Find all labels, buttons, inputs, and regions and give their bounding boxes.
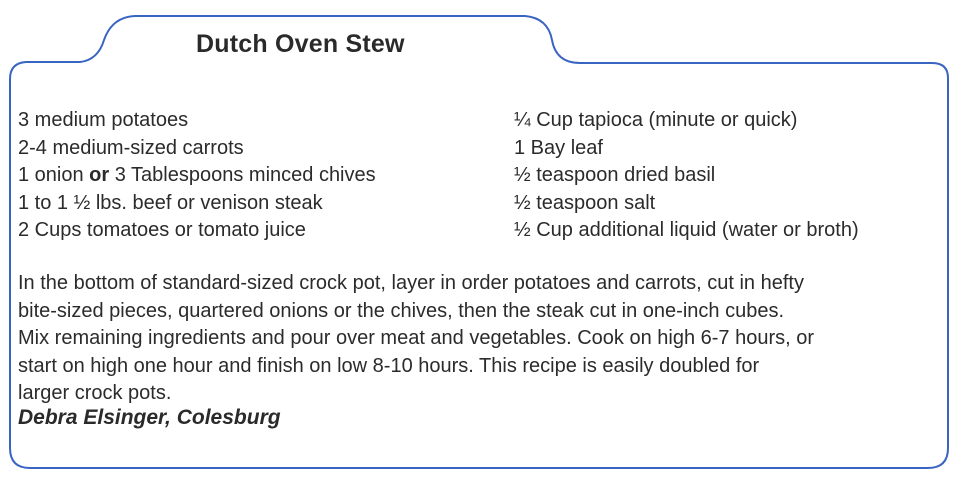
recipe-credit: Debra Elsinger, Colesburg	[18, 406, 281, 429]
ingredient-bold-text: or	[89, 164, 110, 186]
ingredient-item: ¼ Cup tapioca (minute or quick)	[514, 109, 798, 131]
instruction-line: bite-sized pieces, quartered onions or the chives, then the steak cut in one-inch cubes.	[18, 299, 785, 322]
ingredient-item	[18, 162, 376, 190]
ingredient-item	[18, 190, 376, 218]
ingredient-text: 1 onion	[18, 164, 90, 186]
ingredients-left-column	[18, 107, 376, 245]
recipe-title: Dutch Oven Stew	[196, 30, 405, 58]
ingredient-item	[18, 135, 376, 163]
ingredient-text: 2 Cups tomatoes or tomato juice	[18, 219, 306, 241]
ingredient-text: 3 Tablespoons minced chives	[109, 164, 376, 186]
instruction-line: In the bottom of standard-sized crock pot, layer in order potatoes and carrots, cut in hefty	[18, 272, 804, 294]
ingredient-item: ½ Cup additional liquid (water or broth)	[514, 219, 859, 241]
ingredient-item	[18, 217, 376, 245]
ingredient-item: ½ teaspoon dried basil	[514, 164, 716, 186]
ingredient-text: 1 to 1 ½ lbs. beef or venison steak	[18, 191, 323, 214]
ingredient-item: 1 Bay leaf	[514, 136, 603, 159]
ingredients-right-column	[514, 107, 859, 245]
recipe-instructions	[18, 270, 938, 408]
ingredient-item: ½ teaspoon salt	[514, 191, 656, 214]
ingredient-text: 3 medium potatoes	[18, 109, 189, 131]
ingredient-text: 2-4 medium-sized carrots	[18, 136, 244, 159]
instruction-line: start on high one hour and finish on low 8-10 hours. This recipe is easily doubled for	[18, 354, 760, 377]
instruction-line: Mix remaining ingredients and pour over meat and vegetables. Cook on high 6-7 hours, or	[18, 327, 815, 349]
instruction-line: larger crock pots.	[18, 382, 172, 404]
ingredient-item	[18, 107, 376, 135]
